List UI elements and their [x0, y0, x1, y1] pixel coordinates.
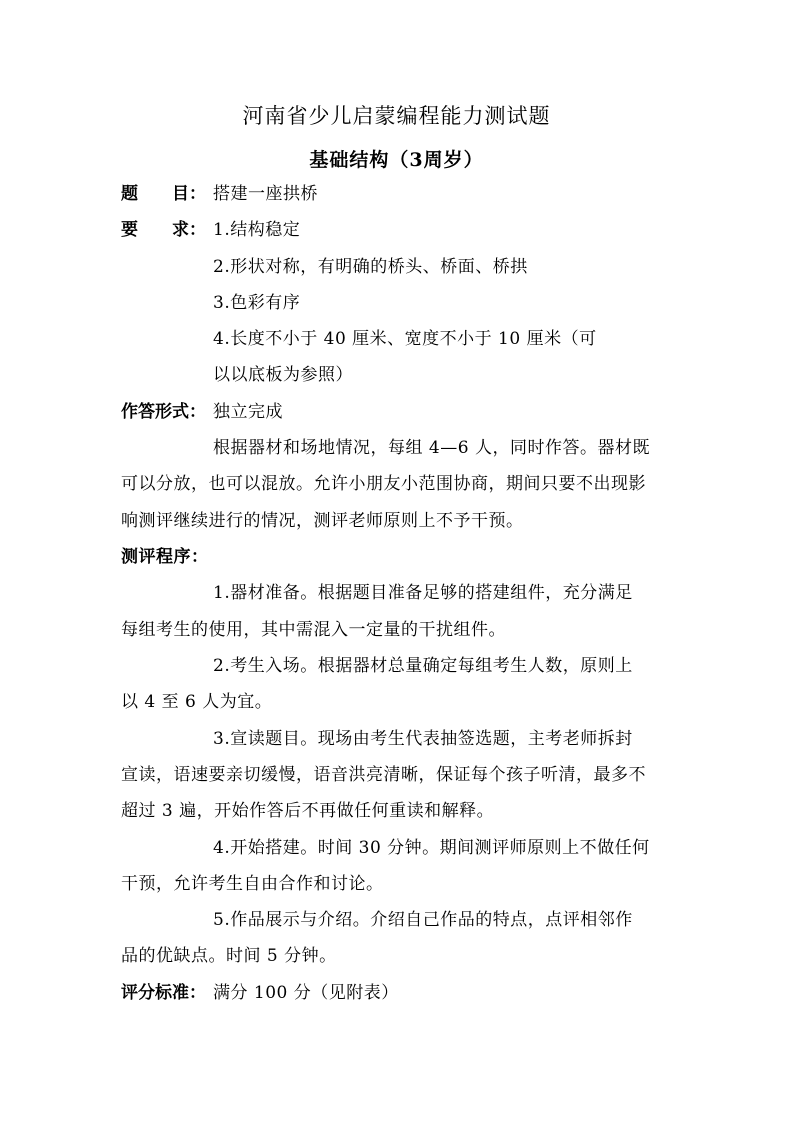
procedure-line: 5.作品展示与介绍。介绍自己作品的特点，点评相邻作: [213, 910, 633, 930]
procedure-line: 1.器材准备。根据题目准备足够的搭建组件，充分满足: [213, 583, 633, 603]
document-title: 河南省少儿启蒙编程能力测试题: [242, 104, 551, 128]
requirements-row: [121, 218, 300, 242]
requirement-item: 以以底板为参照）: [213, 365, 353, 385]
procedure-line: 干预，允许考生自由合作和讨论。: [121, 874, 384, 894]
procedure-line: 宣读，语速要亲切缓慢，语音洪亮清晰，保证每个孩子听清，最多不: [121, 765, 646, 785]
requirement-item: 4.长度不小于 40 厘米、宽度不小于 10 厘米（可: [213, 329, 597, 349]
procedure-label: 测评程序：: [121, 547, 209, 567]
procedure-heading: [121, 545, 209, 569]
scoring-label: 评分标准：: [121, 983, 206, 1003]
procedure-line: 2.考生入场。根据器材总量确定每组考生人数，原则上: [213, 656, 633, 676]
scoring-row: [121, 981, 399, 1005]
procedure-line: 以 4 至 6 人为宜。: [121, 692, 273, 712]
answer-form-value: 独立完成: [213, 402, 283, 422]
requirement-item: 3.色彩有序: [213, 293, 301, 313]
topic-label: 题 目：: [121, 184, 206, 204]
procedure-line: 每组考生的使用，其中需混入一定量的干扰组件。: [121, 620, 506, 640]
procedure-line: 3.宣读题目。现场由考生代表抽签选题，主考老师拆封: [213, 729, 633, 749]
requirements-label: 要 求：: [121, 220, 206, 240]
paragraph-line: 可以分放，也可以混放。允许小朋友小范围协商，期间只要不出现影: [121, 474, 646, 494]
document-subtitle: 基础结构（3周岁）: [309, 149, 484, 171]
procedure-line: 超过 3 遍，开始作答后不再做任何重读和解释。: [121, 801, 495, 821]
answer-form-row: [121, 400, 283, 424]
procedure-line: 4.开始搭建。时间 30 分钟。期间测评师原则上不做任何: [213, 838, 650, 858]
requirement-item: 1.结构稳定: [213, 220, 301, 240]
scoring-value: 满分 100 分（见附表）: [213, 983, 399, 1003]
requirement-item: 2.形状对称，有明确的桥头、桥面、桥拱: [213, 257, 528, 277]
answer-form-label: 作答形式：: [121, 402, 206, 422]
paragraph-line: 根据器材和场地情况，每组 4—6 人，同时作答。器材既: [213, 438, 650, 458]
topic-value: 搭建一座拱桥: [213, 184, 318, 204]
topic-row: [121, 182, 318, 206]
procedure-line: 品的优缺点。时间 5 分钟。: [121, 946, 337, 966]
paragraph-line: 响测评继续进行的情况，测评老师原则上不予干预。: [121, 511, 524, 531]
